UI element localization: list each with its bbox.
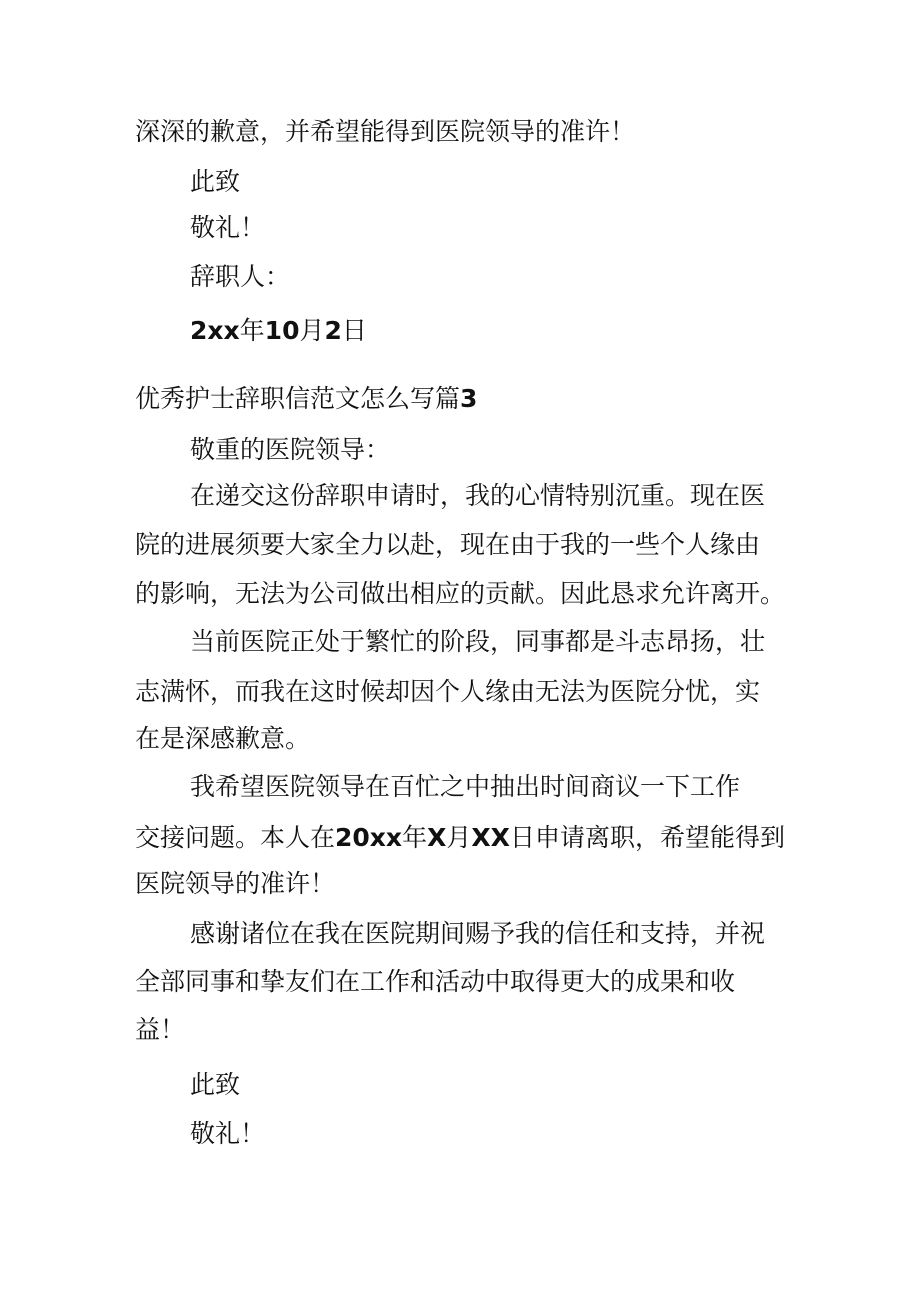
text-line: 在递交这份辞职申请时，我的心情特别沉重。现在医: [190, 481, 766, 510]
text-line: 全部同事和挚友们在工作和活动中取得更大的成果和收: [135, 967, 736, 996]
closing-jingli: 敬礼！: [190, 213, 266, 242]
text-line: 交接问题。本人在20xx年X月XX日申请离职，希望能得到: [135, 823, 785, 852]
closing-zhici: 此致: [190, 1070, 241, 1099]
greeting: 敬重的医院领导：: [190, 435, 391, 464]
signature-date: 2xx年10月2日: [190, 316, 367, 345]
text-line: 我希望医院领导在百忙之中抽出时间商议一下工作: [190, 772, 741, 801]
text-line: 当前医院正处于繁忙的阶段，同事都是斗志昂扬，壮: [190, 627, 766, 656]
section-title: 优秀护士辞职信范文怎么写篇3: [135, 384, 478, 413]
text-line: 的影响，无法为公司做出相应的贡献。因此恳求允许离开。: [135, 579, 786, 608]
text-line: 院的进展须要大家全力以赴，现在由于我的一些个人缘由: [135, 530, 761, 559]
text-line: 感谢诸位在我在医院期间赐予我的信任和支持，并祝: [190, 919, 766, 948]
signer-label: 辞职人：: [190, 262, 291, 291]
text-line: 在是深感歉意。: [135, 724, 311, 753]
text-line: 志满怀，而我在这时候却因个人缘由无法为医院分忧，实: [135, 677, 761, 706]
text-line: 益！: [135, 1015, 186, 1044]
text-line: 深深的歉意，并希望能得到医院领导的准许！: [135, 117, 636, 146]
text-line: 医院领导的准许！: [135, 869, 336, 898]
closing-jingli: 敬礼！: [190, 1119, 266, 1148]
closing-zhici: 此致: [190, 167, 241, 196]
